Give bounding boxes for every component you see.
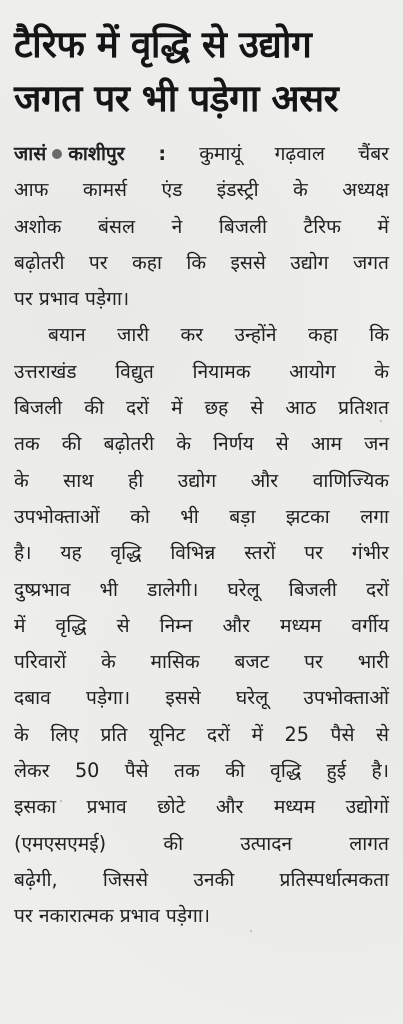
article-line-6: बयान जारी कर उन्होंने कहा कि	[48, 323, 389, 347]
article-line-3: अशोक बंसल ने बिजली टैरिफ में	[14, 214, 389, 238]
headline	[14, 18, 389, 126]
article-line-10: के साथ ही उद्योग और वाणिज्यिक	[14, 468, 389, 492]
article-line-20: (एमएसएमई) की उत्पादन लागत	[14, 831, 389, 855]
article-line-9: तक की बढ़ोतरी के निर्णय से आम जन	[14, 432, 389, 456]
article-line-14: में वृद्धि से निम्न और मध्यम वर्गीय	[14, 613, 389, 637]
article-line-4: बढ़ोतरी पर कहा कि इससे उद्योग जगत	[14, 250, 389, 274]
headline-line-2: जगत पर भी पड़ेगा असर	[14, 77, 339, 120]
dateline-place: काशीपुर :	[68, 142, 167, 165]
article-line-22: पर नकारात्मक प्रभाव पड़ेगा।	[14, 904, 211, 928]
article-line-18: लेकर 50 पैसे तक की वृद्धि हुई है।	[14, 759, 389, 783]
article-line-12: है। यह वृद्धि विभिन्न स्तरों पर गंभीर	[14, 541, 389, 565]
article-line-16: दबाव पड़ेगा। इससे घरेलू उपभोक्ताओं	[14, 686, 389, 710]
paper-speck	[380, 420, 382, 422]
article-line-15: परिवारों के मासिक बजट पर भारी	[14, 650, 389, 674]
article-line-7: उत्तराखंड विद्युत नियामक आयोग के	[14, 359, 389, 383]
article-line-1-text: कुमायूं गढ़वाल चैंबर	[199, 142, 389, 165]
article-body	[14, 136, 389, 935]
article-line-21: बढ़ेगी, जिससे उनकी प्रतिस्पर्धात्मकता	[14, 867, 389, 891]
dateline-agency: जासं	[14, 142, 47, 165]
paper-speck	[250, 930, 252, 932]
article-line-1	[14, 136, 389, 172]
headline-line-1: टैरिफ में वृद्धि से उद्योग	[14, 23, 312, 66]
article-line-2: आफ कामर्स एंड इंडस्ट्री के अध्यक्ष	[14, 178, 389, 202]
article-line-11: उपभोक्ताओं को भी बड़ा झटका लगा	[14, 504, 389, 528]
article-line-19: इसका प्रभाव छोटे और मध्यम उद्योगों	[14, 795, 389, 819]
bullet-icon	[52, 149, 62, 159]
paper-speck	[60, 800, 62, 802]
article-line-8: बिजली की दरों में छह से आठ प्रतिशत	[14, 396, 389, 420]
article-line-5: पर प्रभाव पड़ेगा।	[14, 287, 130, 311]
article-line-17: के लिए प्रति यूनिट दरों में 25 पैसे से	[14, 722, 389, 746]
article-line-13: दुष्प्रभाव भी डालेगी। घरेलू बिजली दरों	[14, 577, 389, 601]
